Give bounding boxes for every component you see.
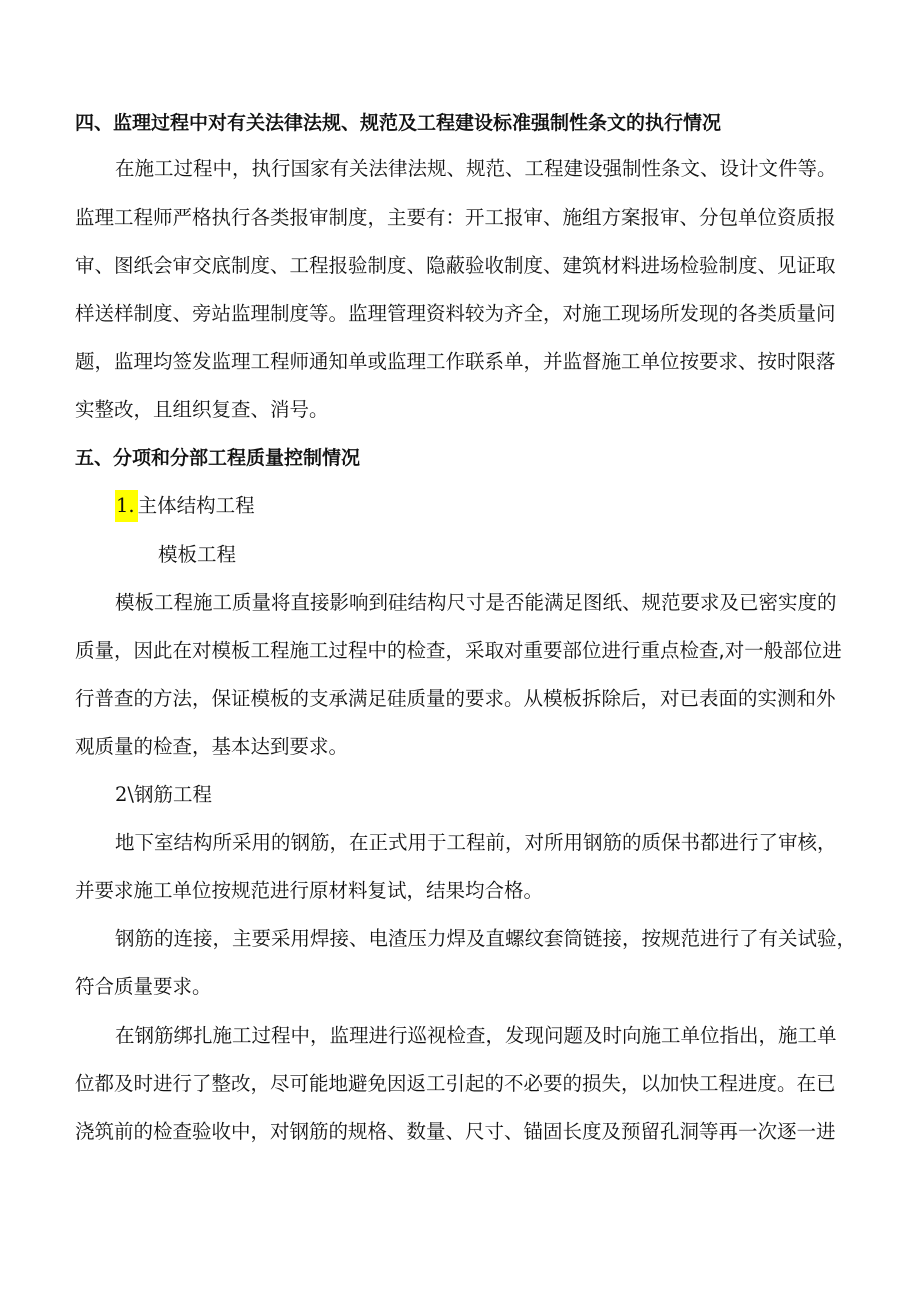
item-2-title: 钢筋工程 [133, 783, 212, 806]
rebar-paragraph-line: 并要求施工单位按规范进行原材料复试，结果均合格。 [75, 879, 544, 902]
section-4-paragraph-line: 在施工过程中，执行国家有关法律法规、规范、工程建设强制性条文、设计文件等。 [115, 157, 837, 180]
section-4-paragraph-line: 监理工程师严格执行各类报审制度，主要有：开工报审、施组方案报审、分包单位资质报 [75, 206, 836, 229]
formwork-paragraph-line: 模板工程施工质量将直接影响到硅结构尺寸是否能满足图纸、规范要求及已密实度的 [115, 591, 837, 614]
formwork-paragraph-line: 观质量的检查，基本达到要求。 [75, 735, 349, 758]
formwork-paragraph-line: 行普查的方法，保证模板的支承满足硅质量的要求。从模板拆除后，对已表面的实测和外 [75, 687, 836, 710]
rebar-paragraph-line: 位都及时进行了整改，尽可能地避免因返工引起的不必要的损失，以加快工程进度。在已 [75, 1072, 836, 1095]
section-4-paragraph-line: 样送样制度、旁站监理制度等。监理管理资料较为齐全，对施工现场所发现的各类质量问 [75, 302, 836, 325]
rebar-paragraph-line: 符合质量要求。 [75, 975, 212, 998]
item-2-heading [115, 781, 212, 809]
formwork-paragraph-line: 质量，因此在对模板工程施工过程中的检查，采取对重要部位进行重点检查,对一般部位进 [75, 639, 842, 662]
item-1-number-highlight: 1. [115, 490, 138, 522]
rebar-paragraph-line: 浇筑前的检查验收中，对钢筋的规格、数量、尺寸、锚固长度及预留孔洞等再一次逐一进 [75, 1120, 836, 1143]
formwork-subheading: 模板工程 [158, 543, 237, 566]
rebar-paragraph-line: 在钢筋绑扎施工过程中，监理进行巡视检查，发现问题及时向施工单位指出，施工单 [115, 1024, 837, 1047]
section-5-heading: 五、分项和分部工程质量控制情况 [75, 447, 361, 469]
section-4-heading: 四、监理过程中对有关法律法规、规范及工程建设标准强制性条文的执行情况 [75, 112, 722, 134]
section-4-paragraph-line: 题，监理均签发监理工程师通知单或监理工作联系单，并监督施工单位按要求、按时限落 [75, 350, 836, 373]
section-4-paragraph-line: 审、图纸会审交底制度、工程报验制度、隐蔽验收制度、建筑材料进场检验制度、见证取 [75, 254, 836, 277]
rebar-paragraph-line: 钢筋的连接，主要采用焊接、电渣压力焊及直螺纹套筒链接，按规范进行了有关试验， [115, 927, 857, 950]
item-2-number: 2\ [115, 783, 134, 806]
item-1-title: 主体结构工程 [137, 494, 255, 517]
rebar-paragraph-line: 地下室结构所采用的钢筋，在正式用于工程前，对所用钢筋的质保书都进行了审核， [115, 831, 837, 854]
item-1-heading [115, 490, 255, 522]
section-4-paragraph-line: 实整改，且组织复查、消号。 [75, 398, 329, 421]
